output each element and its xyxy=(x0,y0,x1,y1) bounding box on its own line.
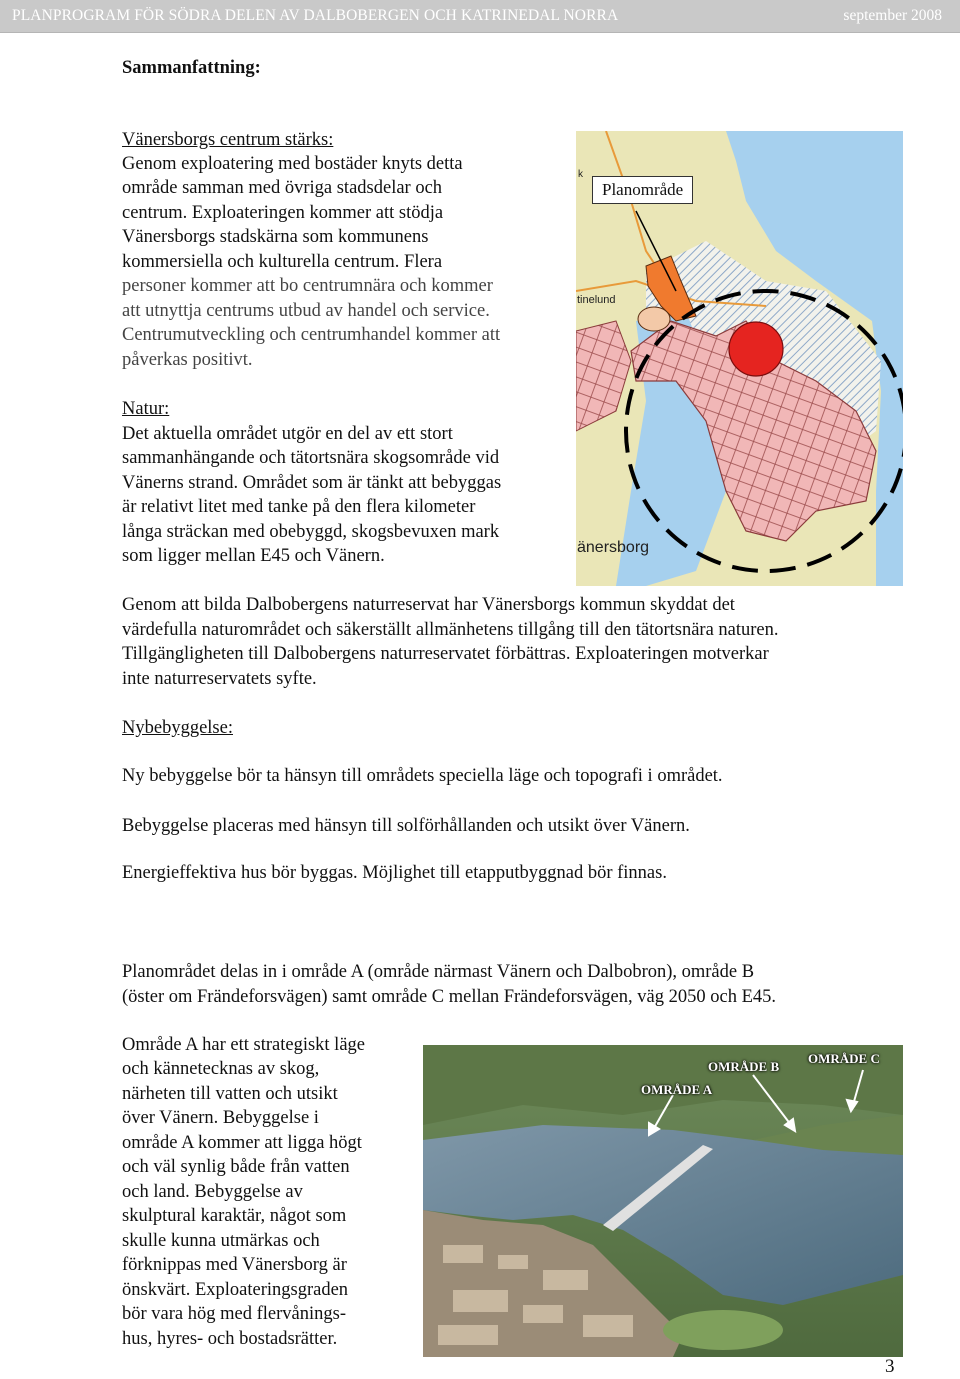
centrum-line: område samman med övriga stadsdelar och xyxy=(122,178,443,198)
map-town-label: änersborg xyxy=(577,539,650,556)
natur-heading: Natur: xyxy=(122,399,170,419)
omrade-a-line: område A kommer att ligga högt xyxy=(122,1133,362,1153)
header-date: september 2008 xyxy=(843,7,942,24)
omrade-a-line: närheten till vatten och utsikt xyxy=(122,1084,338,1104)
reserve-line: inte naturreservatets syfte. xyxy=(122,669,317,689)
omrade-a-line: Område A har ett strategiskt läge xyxy=(122,1035,365,1055)
planomradet-line: Planområdet delas in i område A (område närmast Vänern och Dalbobron), område B xyxy=(122,962,755,982)
reserve-line: Genom att bilda Dalbobergens naturreservat har Vänersborgs kommun skyddat det xyxy=(122,595,735,615)
natur-line: Vänerns strand. Området som är tänkt att bebyggas xyxy=(122,473,502,493)
map-plan-area-secondary xyxy=(638,307,670,331)
omrade-a-line: hus, hyres- och bostadsrätter. xyxy=(122,1329,338,1349)
map-center-marker xyxy=(729,322,783,376)
omrade-a-line: över Vänern. Bebyggelse i xyxy=(122,1108,319,1128)
photo-label-omrade-a: OMRÅDE A xyxy=(641,1082,713,1097)
centrum-line: centrum. Exploateringen kommer att stödja xyxy=(122,203,444,223)
page-header xyxy=(0,0,960,33)
header-title: PLANPROGRAM FÖR SÖDRA DELEN AV DALBOBERGEN OCH KATRINEDAL NORRA xyxy=(12,7,619,24)
centrum-line: Vänersborgs stadskärna som kommunens xyxy=(122,227,429,247)
centrum-line: kommersiella och kulturella centrum. Flera xyxy=(122,252,443,272)
reserve-line: Tillgängligheten till Dalbobergens naturreservatet förbättras. Exploateringen motverkar xyxy=(122,644,769,664)
map-edge-text: k xyxy=(578,169,583,180)
aerial-photo xyxy=(423,1045,903,1357)
natur-line: är relativt litet med tanke på den flera kilometer xyxy=(122,497,476,517)
photo-park xyxy=(663,1310,783,1350)
omrade-a-line: skulle kunna utmärkas och xyxy=(122,1231,320,1251)
omrade-a-line: och land. Bebyggelse av xyxy=(122,1182,303,1202)
plan-area-map xyxy=(576,131,903,586)
map-town-label: tinelund xyxy=(577,294,616,306)
natur-line: sammanhängande och tätortsnära skogsområde vid xyxy=(122,448,500,468)
natur-line: som ligger mellan E45 och Vänern. xyxy=(122,546,385,566)
page-number: 3 xyxy=(885,1356,895,1377)
centrum-line: Genom exploatering med bostäder knyts detta xyxy=(122,154,463,174)
summary-heading: Sammanfattning: xyxy=(122,58,261,78)
centrum-line: att utnyttja centrums utbud av handel och service. xyxy=(122,301,490,321)
nybebyggelse-paragraph: Bebyggelse placeras med hänsyn till solförhållanden och utsikt över Vänern. xyxy=(122,816,690,836)
natur-line: långa sträckan med obebyggd, skogsbevuxen mark xyxy=(122,522,500,542)
omrade-a-line: bör vara hög med flervånings- xyxy=(122,1304,346,1324)
map-plan-label: Planområde xyxy=(592,176,693,204)
photo-label-omrade-b: OMRÅDE B xyxy=(708,1059,780,1074)
centrum-heading: Vänersborgs centrum stärks: xyxy=(122,130,334,150)
omrade-a-line: förknippas med Vänersborg är xyxy=(122,1255,347,1275)
nybebyggelse-paragraph: Ny bebyggelse bör ta hänsyn till områdets speciella läge och topografi i området. xyxy=(122,766,723,786)
planomradet-line: (öster om Frändeforsvägen) samt område C mellan Frändeforsvägen, väg 2050 och E45. xyxy=(122,987,776,1007)
omrade-a-line: och kännetecknas av skog, xyxy=(122,1059,320,1079)
centrum-line: personer kommer att bo centrumnära och kommer xyxy=(122,276,493,296)
natur-line: Det aktuella området utgör en del av ett stort xyxy=(122,424,453,444)
nybebyggelse-heading: Nybebyggelse: xyxy=(122,718,233,738)
centrum-line: Centrumutveckling och centrumhandel kommer att xyxy=(122,325,501,345)
nybebyggelse-paragraph: Energieffektiva hus bör byggas. Möjlighet till etapputbyggnad bör finnas. xyxy=(122,863,667,883)
centrum-line: påverkas positivt. xyxy=(122,350,253,370)
omrade-a-line: och väl synlig både från vatten xyxy=(122,1157,350,1177)
photo-label-omrade-c: OMRÅDE C xyxy=(808,1051,880,1066)
omrade-a-line: önskvärt. Exploateringsgraden xyxy=(122,1280,349,1300)
omrade-a-line: skulptural karaktär, något som xyxy=(122,1206,347,1226)
reserve-line: värdefulla naturområdet och säkerställt allmänhetens tillgång till den tätortsnära naturen. xyxy=(122,620,779,640)
